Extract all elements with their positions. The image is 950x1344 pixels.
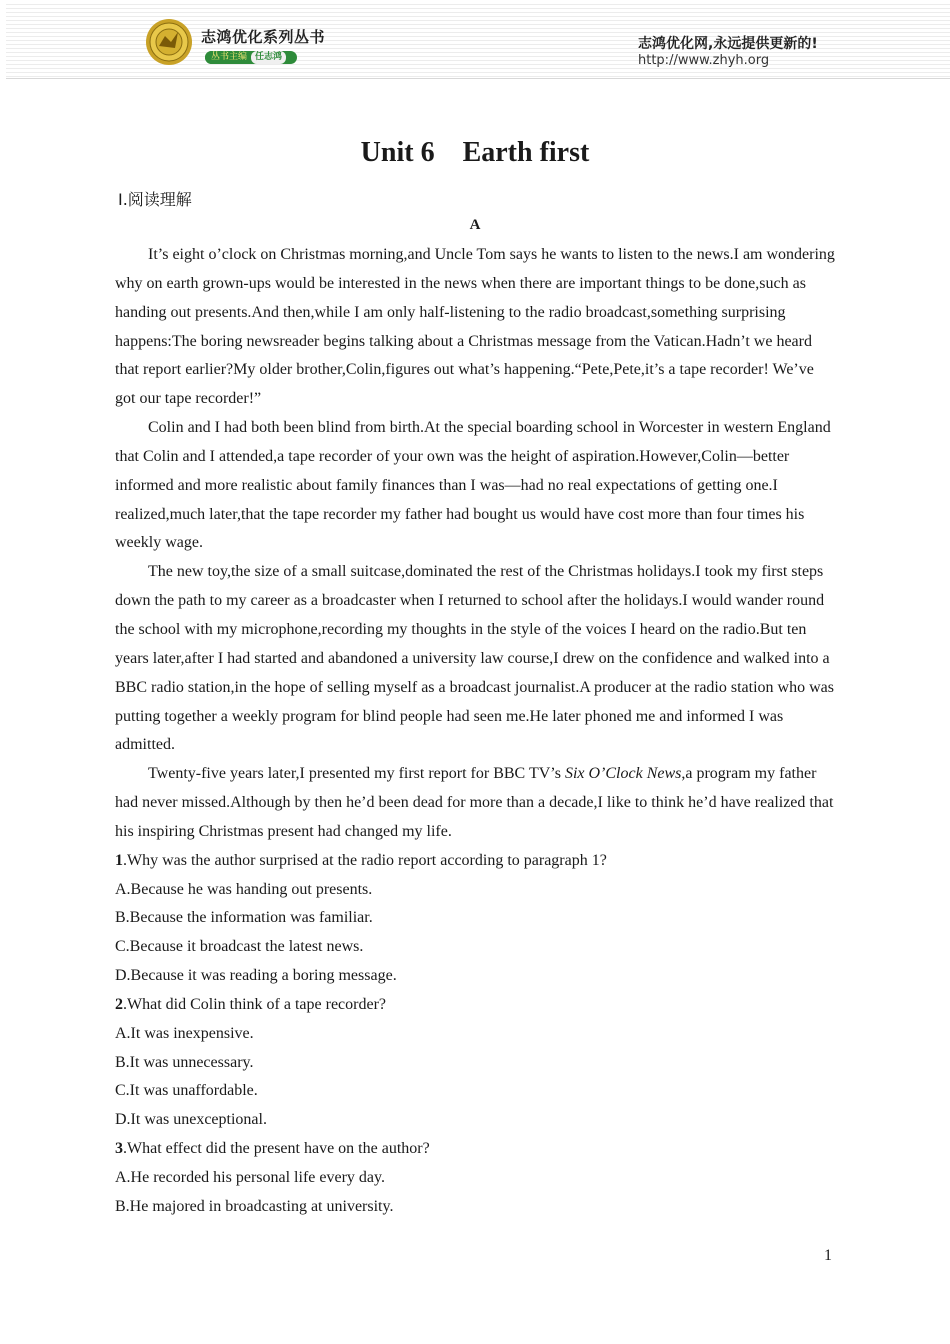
question-number: 2 [115,995,123,1013]
question-stem [115,847,835,876]
section-heading: Ⅰ.阅读理解 [118,190,192,209]
site-slogan: 志鸿优化网,永远提供更新的! [638,36,818,52]
option: D.Because it was reading a boring message. [115,967,397,985]
question-text: .Why was the author surprised at the radio report according to paragraph 1? [123,851,607,869]
option: A.It was inexpensive. [115,1024,254,1042]
document-body [115,241,835,1222]
question-stem [115,991,835,1020]
paragraph: Colin and I had both been blind from birth.At the special boarding school in Worcester in western England that Colin and I attended,a tape recorder of your own was the height of aspiration.However,Colin—better informed and more realistic about family finances than I was—had no real expectations of getting one.I realized,much later,that the tape recorder my father had bought us would have cost more than four times his weekly wage. [115,419,831,552]
paragraph-text: ,a program my father had never missed.Although by then he’d been dead for more than a decade,I like to think he’d have realized that his inspiring Christmas present had changed my life. [115,765,834,840]
option: A.Because he was handing out presents. [115,880,373,898]
option: B.He majored in broadcasting at university. [115,1197,394,1215]
question-number: 3 [115,1140,123,1158]
option: A.He recorded his personal life every day. [115,1169,385,1186]
editor-label: 丛书主编 [205,51,251,64]
page-header [6,4,950,79]
zhihong-emblem-icon [145,18,193,66]
option: C.It was unaffordable. [115,1082,258,1100]
paragraph [115,760,835,847]
option: C.Because it broadcast the latest news. [115,938,364,956]
paragraph: The new toy,the size of a small suitcase,dominated the rest of the Christmas holidays.I took my first steps down the path to my career as a broadcaster when I returned to school after the holidays.I would wander round the school with my microphone,recording my thoughts in the style of the voices I heard on the radio.But ten years later,after I had started and abandoned a university law course,I drew on the confidence and walked into a BBC radio station,in the hope of selling myself as a broadcast journalist.A producer at the radio station who was putting together a weekly program for blind people had seen me.He later phoned me and informed I was admitted. [115,563,834,754]
question-number: 1 [115,851,123,869]
passage-label: A [469,217,481,233]
page-title: Unit 6 Earth first [360,137,590,168]
option: D.It was unexceptional. [115,1111,267,1129]
site-url: http://www.zhyh.org [638,53,770,68]
editor-name: 任志鸿 [251,51,286,64]
editor-badge [205,51,297,64]
question-text: .What effect did the present have on the author? [123,1140,430,1158]
series-title: 志鸿优化系列丛书 [201,28,326,46]
paragraph: It’s eight o’clock on Christmas morning,and Uncle Tom says he wants to listen to the news.I am wondering why on earth grown-ups would be interested in the news when there are important things to be done,such as handing out presents.And then,while I am only half-listening to the radio broadcast,something surprising happens:The boring newsreader begins talking about a Christmas message from the Vatican.Hadn’t we heard that report earlier?My older brother,Colin,figures out what’s happening.“Pete,Pete,it’s a tape recorder! We’ve got our tape recorder!” [115,246,835,408]
option: B.It was unnecessary. [115,1053,254,1071]
program-name: Six O’Clock News [564,765,682,783]
option: B.Because the information was familiar. [115,909,373,927]
question-stem [115,1135,835,1164]
paragraph-text: Twenty-five years later,I presented my first report for BBC TV’s [148,765,565,783]
question-text: .What did Colin think of a tape recorder? [123,995,387,1013]
page-number: 1 [824,1247,832,1264]
